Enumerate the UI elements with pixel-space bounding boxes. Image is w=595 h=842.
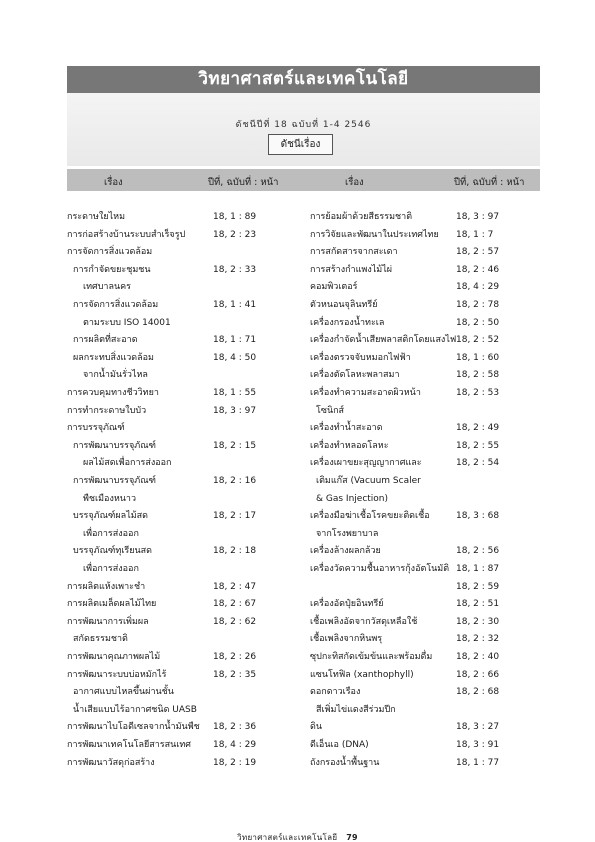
footer-journal-name: วิทยาศาสตร์และเทคโนโลยี: [237, 833, 338, 842]
right-entry-title: การวิจัยและพัฒนาในประเทศไทย: [310, 229, 439, 240]
left-entry-title: การผลิตแห้งเพาะชำ: [67, 581, 146, 592]
left-entry-ref: 18, 2 : 47: [213, 581, 257, 592]
page-footer: [0, 831, 595, 842]
right-entry-ref: 18, 2 : 78: [456, 300, 500, 310]
right-entry-title: เติมแก๊ส (Vacuum Scaler: [316, 476, 421, 486]
right-entry-title: เครื่องวัดความชื้นอาหารกุ้งอัตโนมัติ: [310, 564, 450, 574]
left-entry-title: การพัฒนาระบบบ่อหมักไร้: [67, 669, 167, 680]
left-entry-ref: 18, 2 : 35: [213, 669, 257, 680]
right-entry-ref: 18, 3 : 27: [456, 722, 500, 733]
right-entry-title: เครื่องล้างผลกล้วย: [310, 546, 381, 557]
right-entry-title: โซนิกส์: [316, 405, 345, 416]
left-entry-title: การผลิตที่สะอาด: [73, 335, 138, 346]
right-entry-title: การย้อมผ้าด้วยสีธรรมชาติ: [310, 212, 413, 222]
page-banner-title: วิทยาศาสตร์และเทคโนโลยี: [67, 66, 540, 93]
right-entry-title: & Gas Injection): [316, 493, 389, 504]
left-entry-title: การผลิตเมล็ดผลไม้ไทย: [67, 599, 157, 610]
right-entry-title: เครื่องกำจัดน้ำเสียพลาสติกโดยแสงไฟ: [310, 335, 457, 346]
right-entry-title: สีเพิ่มไข่แดงสีร่วมปีก: [316, 704, 396, 715]
left-entry-title: กระดาษใยไหม: [67, 212, 126, 222]
right-entry-title: เครื่องทำหลอดโลหะ: [310, 440, 389, 451]
right-entry-ref: 18, 2 : 30: [456, 616, 500, 627]
left-entry-title: การพัฒนาการเพิ่มผล: [67, 616, 149, 627]
right-entry-ref: 18, 2 : 53: [456, 388, 500, 398]
right-col-ref-header: ปีที่, ฉบับที่ : หน้า: [454, 177, 525, 188]
left-entry-title: การจัดการสิ่งแวดล้อม: [73, 300, 159, 310]
left-entry-ref: 18, 1 : 41: [213, 300, 257, 310]
left-entry-ref: 18, 2 : 16: [213, 476, 257, 486]
right-entry-ref: 18, 1 : 7: [456, 229, 494, 240]
left-entry-ref: 18, 2 : 18: [213, 546, 257, 557]
left-entry-title: จากน้ำมันรั่วไหล: [83, 370, 148, 381]
right-entry-title: เครื่องมือฆ่าเชื้อโรคขยะติดเชื้อ: [310, 511, 430, 522]
left-entry-title: การก่อสร้างบ้านระบบสำเร็จรูป: [67, 229, 186, 240]
left-entry-ref: 18, 2 : 23: [213, 229, 257, 240]
left-entry-title: เพื่อการส่งออก: [83, 528, 139, 539]
right-entry-ref: 18, 2 : 66: [456, 669, 500, 680]
right-entry-title: เครื่องอัดปุ๋ยอินทรีย์: [310, 599, 384, 610]
left-entry-title: น้ำเสียแบบไร้อากาศชนิด UASB: [73, 704, 197, 715]
left-entry-title: เทศบาลนคร: [83, 282, 132, 293]
right-entry-ref: 18, 2 : 55: [456, 440, 500, 451]
right-entry-ref: 18, 2 : 57: [456, 247, 500, 258]
left-entry-ref: 18, 2 : 33: [213, 264, 257, 275]
left-entry-title: ผลไม้สดเพื่อการส่งออก: [83, 458, 172, 469]
right-entry-title: แซนโทฟิล (xanthophyll): [310, 669, 414, 680]
left-entry-title: การพัฒนาเทคโนโลยีสารสนเทศ: [67, 740, 191, 750]
right-entry-ref: 18, 2 : 54: [456, 458, 500, 469]
right-entry-ref: 18, 2 : 32: [456, 634, 500, 645]
left-entry-title: พืชเมืองหนาว: [83, 493, 137, 504]
left-entry-ref: 18, 2 : 62: [213, 616, 257, 627]
right-entry-ref: 18, 2 : 51: [456, 599, 500, 610]
right-entry-ref: 18, 1 : 77: [456, 757, 500, 768]
right-entry-ref: 18, 3 : 97: [456, 212, 500, 222]
left-entry-title: ตามระบบ ISO 14001: [83, 317, 171, 328]
right-entry-title: ซุปกะทิสกัดเข้มข้นและพร้อมดื่ม: [310, 652, 433, 662]
right-entry-title: เครื่องทำความสะอาดผิวหน้า: [310, 388, 421, 398]
left-entry-title: การพัฒนาไบโอดีเซลจากน้ำมันพืช: [67, 722, 200, 733]
right-entry-title: เครื่องเผาขยะสุญญากาศและ: [310, 458, 422, 469]
right-entry-title: เชื้อเพลิงอัดจากวัสดุเหลือใช้: [310, 616, 418, 627]
right-entry-ref: 18, 1 : 87: [456, 564, 500, 574]
right-entry-ref: 18, 2 : 49: [456, 423, 500, 434]
right-entry-title: ดีเอ็นเอ (DNA): [310, 740, 369, 750]
left-entry-title: สกัดธรรมชาติ: [73, 634, 128, 645]
right-entry-title: เครื่องตัดโลหะพลาสมา: [310, 370, 400, 381]
left-entry-ref: 18, 2 : 26: [213, 652, 257, 662]
left-entry-ref: 18, 1 : 55: [213, 388, 257, 398]
right-entry-ref: 18, 2 : 52: [456, 335, 500, 346]
right-entry-ref: 18, 1 : 60: [456, 352, 500, 363]
right-entry-ref: 18, 2 : 46: [456, 264, 500, 275]
right-entry-title: ถังกรองน้ำพื้นฐาน: [310, 757, 380, 768]
page-number: 79: [346, 833, 358, 842]
left-entry-title: การพัฒนาคุณภาพผลไม้: [67, 652, 161, 662]
right-entry-title: ตัวหนอนจุลินทรีย์: [310, 300, 378, 310]
right-entry-title: เครื่องทำน้ำสะอาด: [310, 423, 383, 434]
right-entry-ref: 18, 2 : 58: [456, 370, 500, 381]
left-entry-ref: 18, 1 : 71: [213, 335, 257, 346]
left-col-title-header: เรื่อง: [104, 177, 123, 188]
left-entry-title: บรรจุภัณฑ์ทุเรียนสด: [73, 546, 153, 557]
left-entry-title: การควบคุมทางชีววิทยา: [67, 388, 159, 398]
left-entry-title: การพัฒนาบรรจุภัณฑ์: [73, 440, 157, 451]
right-entry-title: เครื่องตรวจจับหมอกไฟฟ้า: [310, 352, 411, 363]
right-entry-ref: 18, 3 : 68: [456, 511, 500, 522]
left-entry-ref: 18, 2 : 36: [213, 722, 257, 733]
right-entry-title: ดอกดาวเรือง: [310, 687, 361, 698]
left-entry-ref: 18, 2 : 15: [213, 440, 257, 451]
right-entry-title: ดิน: [310, 722, 322, 733]
issue-info: ดัชนีปีที่ 18 ฉบับที่ 1-4 2546: [235, 120, 372, 130]
left-entry-ref: 18, 4 : 50: [213, 352, 257, 363]
left-entry-title: การบรรจุภัณฑ์: [67, 423, 125, 434]
right-entry-title: การสกัดสารจากสะเดา: [310, 247, 398, 258]
left-entry-title: การจัดการสิ่งแวดล้อม: [67, 247, 153, 258]
left-entry-ref: 18, 2 : 19: [213, 757, 257, 768]
left-entry-ref: 18, 2 : 67: [213, 599, 257, 610]
right-entry-ref: 18, 2 : 59: [456, 581, 500, 592]
index-of-topics-label: ดัชนีเรื่อง: [268, 134, 333, 155]
left-entry-title: การทำกระดาษใบบัว: [67, 405, 147, 416]
right-col-title-header: เรื่อง: [345, 177, 364, 188]
left-col-ref-header: ปีที่, ฉบับที่ : หน้า: [208, 177, 279, 188]
left-entry-title: การพัฒนาบรรจุภัณฑ์: [73, 476, 157, 486]
left-entry-ref: 18, 2 : 17: [213, 511, 257, 522]
left-entry-title: เพื่อการส่งออก: [83, 564, 139, 574]
right-entry-title: เชื้อเพลิงจากหินพรุ: [310, 634, 383, 645]
left-entry-ref: 18, 4 : 29: [213, 740, 257, 750]
right-entry-title: การสร้างกำแพงไม้ไผ่: [310, 264, 393, 275]
right-entry-ref: 18, 4 : 29: [456, 282, 500, 293]
left-entry-title: การกำจัดขยะชุมชน: [73, 264, 151, 275]
left-entry-ref: 18, 3 : 97: [213, 405, 257, 416]
right-entry-ref: 18, 2 : 40: [456, 652, 500, 662]
right-entry-ref: 18, 2 : 50: [456, 317, 500, 328]
left-entry-title: ผลกระทบสิ่งแวดล้อม: [73, 352, 154, 363]
left-entry-ref: 18, 1 : 89: [213, 212, 257, 222]
right-entry-ref: 18, 2 : 56: [456, 546, 500, 557]
right-entry-title: เครื่องกรองน้ำทะเล: [310, 317, 385, 328]
right-entry-title: จากโรงพยาบาล: [316, 528, 379, 539]
left-entry-title: การพัฒนาวัสดุก่อสร้าง: [67, 757, 155, 768]
right-entry-ref: 18, 2 : 68: [456, 687, 500, 698]
column-header-bar: [67, 169, 540, 191]
left-entry-title: บรรจุภัณฑ์ผลไม้สด: [73, 511, 148, 522]
right-entry-title: คอมพิวเตอร์: [310, 282, 358, 293]
right-entry-ref: 18, 3 : 91: [456, 740, 500, 750]
left-entry-title: อากาศแบบไหลขึ้นผ่านชั้น: [73, 687, 174, 698]
